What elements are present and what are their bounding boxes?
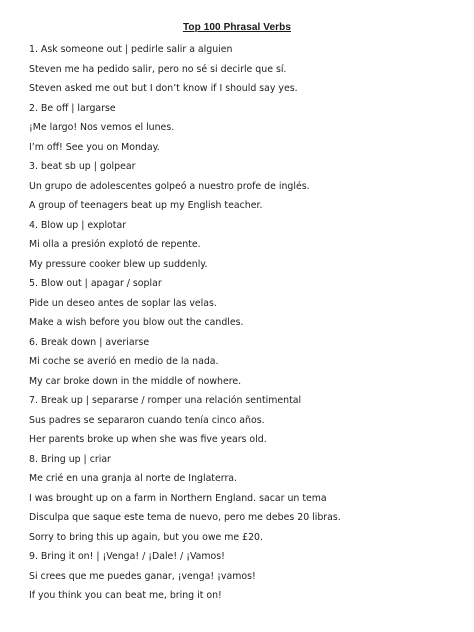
text-line: Steven asked me out but I don’t know if I should say yes. xyxy=(29,83,298,94)
text-line: Me crié en una granja al norte de Inglaterra. xyxy=(29,473,238,484)
text-line: If you think you can beat me, bring it on! xyxy=(29,590,222,601)
text-line: I’m off! See you on Monday. xyxy=(29,141,160,153)
text-line: ¡Me largo! Nos vemos el lunes. xyxy=(29,122,175,133)
text-line: 3. beat sb up | golpear xyxy=(29,161,136,172)
text-line: 4. Blow up | explotar xyxy=(29,219,127,231)
text-line: Disculpa que saque este tema de nuevo, pero me debes 20 libras. xyxy=(29,512,341,523)
text-line: 5. Blow out | apagar / soplar xyxy=(29,278,162,289)
text-line: I was brought up on a farm in Northern England. sacar un tema xyxy=(29,492,327,504)
text-line: Pide un deseo antes de soplar las velas. xyxy=(29,297,217,309)
text-line: Mi olla a presión explotó de repente. xyxy=(29,239,201,250)
document-title: Top 100 Phrasal Verbs xyxy=(182,22,292,33)
text-line: A group of teenagers beat up my English teacher. xyxy=(29,200,263,211)
text-line: My pressure cooker blew up suddenly. xyxy=(29,258,208,270)
text-line: Make a wish before you blow out the candles. xyxy=(29,317,244,328)
text-line: 7. Break up | separarse / romper una relación sentimental xyxy=(29,395,302,406)
text-line: Un grupo de adolescentes golpeó a nuestro profe de inglés. xyxy=(29,180,310,192)
text-line: Si crees que me puedes ganar, ¡venga! ¡vamos! xyxy=(29,570,256,582)
text-line: Her parents broke up when she was five years old. xyxy=(29,434,267,445)
text-line: Steven me ha pedido salir, pero no sé si decirle que sí. xyxy=(29,63,287,75)
text-line: 1. Ask someone out | pedirle salir a alguien xyxy=(29,44,233,55)
text-line: Sorry to bring this up again, but you owe me £20. xyxy=(29,531,263,543)
text-line: Mi coche se averió en medio de la nada. xyxy=(29,356,219,367)
text-line: My car broke down in the middle of nowhere. xyxy=(29,375,242,387)
text-line: 6. Break down | averiarse xyxy=(29,336,150,348)
text-line: 9. Bring it on! | ¡Venga! / ¡Dale! / ¡Vamos! xyxy=(29,551,225,562)
text-line: 2. Be off | largarse xyxy=(29,102,116,114)
text-line: Sus padres se separaron cuando tenía cinco años. xyxy=(29,414,265,426)
text-line: 8. Bring up | criar xyxy=(29,453,111,465)
